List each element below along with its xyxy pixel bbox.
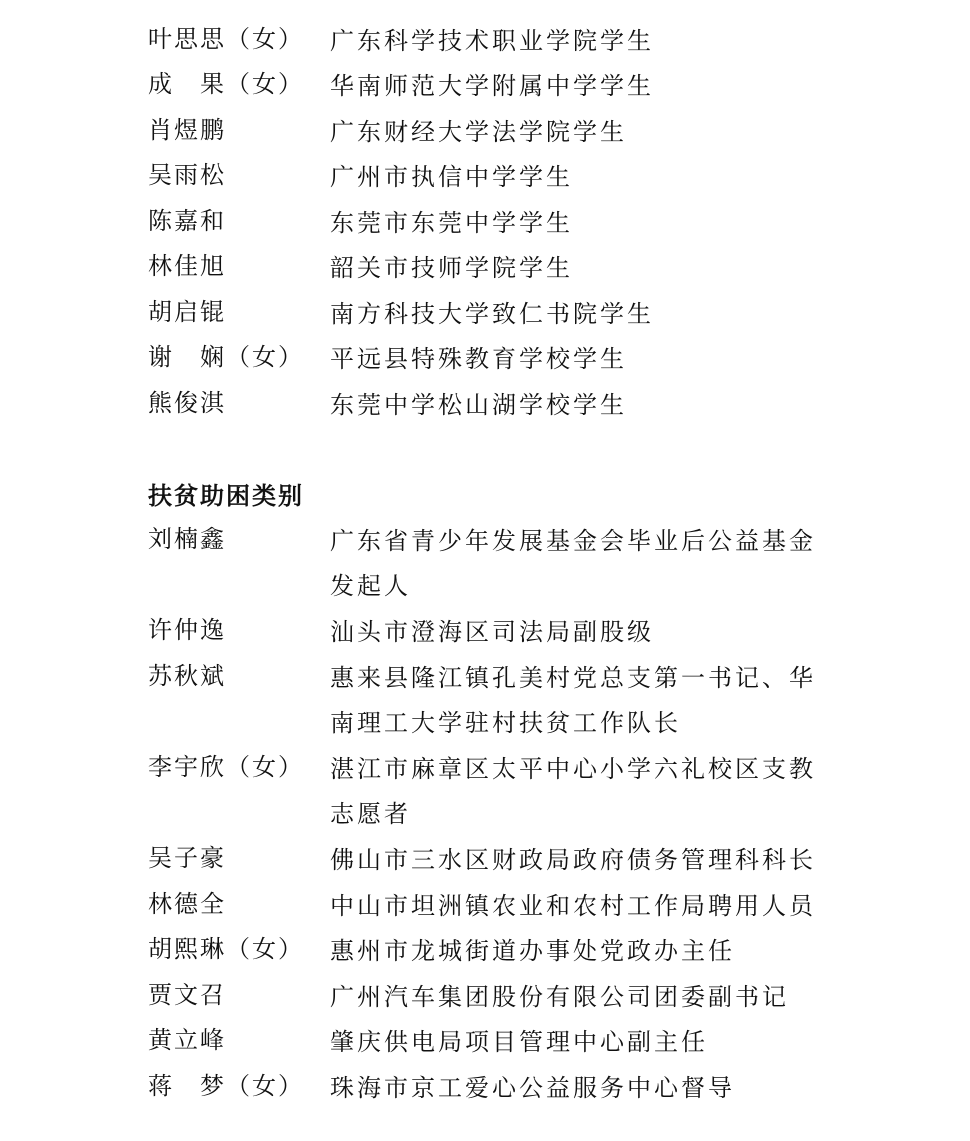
person-name: 许仲逸	[148, 616, 226, 644]
person-name: 成 果（女）	[148, 70, 304, 98]
list-item	[0, 656, 970, 737]
person-affiliation: 广东财经大学法学院学生	[330, 118, 627, 146]
list-item	[0, 1020, 970, 1060]
person-affiliation: 佛山市三水区财政局政府债务管理科科长	[330, 846, 816, 874]
person-name: 黄立峰	[148, 1026, 226, 1054]
person-affiliation: 东莞中学松山湖学校学生	[330, 391, 627, 419]
list-item	[0, 884, 970, 924]
person-name: 吴雨松	[148, 161, 226, 189]
person-affiliation: 广州汽车集团股份有限公司团委副书记	[330, 983, 789, 1011]
list-item	[0, 337, 970, 377]
person-name: 苏秋斌	[148, 662, 226, 690]
person-affiliation: 肇庆供电局项目管理中心副主任	[330, 1028, 708, 1056]
person-affiliation: 广东科学技术职业学院学生	[330, 27, 654, 55]
list-item	[0, 610, 970, 650]
person-name: 肖煜鹏	[148, 116, 226, 144]
list-item	[0, 292, 970, 332]
section-title: 扶贫助困类别	[148, 482, 304, 510]
person-name: 胡启锟	[148, 298, 226, 326]
person-name: 贾文召	[148, 981, 226, 1009]
person-affiliation: 东莞市东莞中学学生	[330, 209, 573, 237]
list-item	[0, 246, 970, 286]
list-item	[0, 975, 970, 1015]
list-item	[0, 838, 970, 878]
person-name: 熊俊淇	[148, 389, 226, 417]
person-affiliation: 中山市坦洲镇农业和农村工作局聘用人员	[330, 892, 816, 920]
person-name: 叶思思（女）	[148, 25, 304, 53]
person-name: 李宇欣（女）	[148, 753, 304, 781]
person-name: 蒋 梦（女）	[148, 1072, 304, 1100]
person-affiliation: 珠海市京工爱心公益服务中心督导	[330, 1074, 735, 1102]
person-name: 林德全	[148, 890, 226, 918]
list-item	[0, 201, 970, 241]
person-name: 胡熙琳（女）	[148, 935, 304, 963]
person-affiliation: 广州市执信中学学生	[330, 163, 573, 191]
person-name: 林佳旭	[148, 252, 226, 280]
person-affiliation: 广东省青少年发展基金会毕业后公益基金发起人	[330, 527, 816, 600]
person-affiliation: 湛江市麻章区太平中心小学六礼校区支教志愿者	[330, 755, 816, 828]
list-item	[0, 155, 970, 195]
person-affiliation: 南方科技大学致仁书院学生	[330, 300, 654, 328]
list-item	[0, 519, 970, 600]
person-affiliation: 韶关市技师学院学生	[330, 254, 573, 282]
list-item	[0, 747, 970, 828]
person-affiliation: 惠来县隆江镇孔美村党总支第一书记、华南理工大学驻村扶贫工作队长	[330, 664, 816, 737]
list-item	[0, 929, 970, 969]
list-item	[0, 110, 970, 150]
person-name: 刘楠鑫	[148, 525, 226, 553]
person-name: 吴子豪	[148, 844, 226, 872]
person-affiliation: 华南师范大学附属中学学生	[330, 72, 654, 100]
person-affiliation: 汕头市澄海区司法局副股级	[330, 618, 654, 646]
list-item	[0, 383, 970, 423]
list-item	[0, 64, 970, 104]
person-affiliation: 惠州市龙城街道办事处党政办主任	[330, 937, 735, 965]
person-name: 谢 娴（女）	[148, 343, 304, 371]
list-item	[0, 19, 970, 59]
list-item	[0, 1066, 970, 1106]
person-affiliation: 平远县特殊教育学校学生	[330, 345, 627, 373]
person-name: 陈嘉和	[148, 207, 226, 235]
